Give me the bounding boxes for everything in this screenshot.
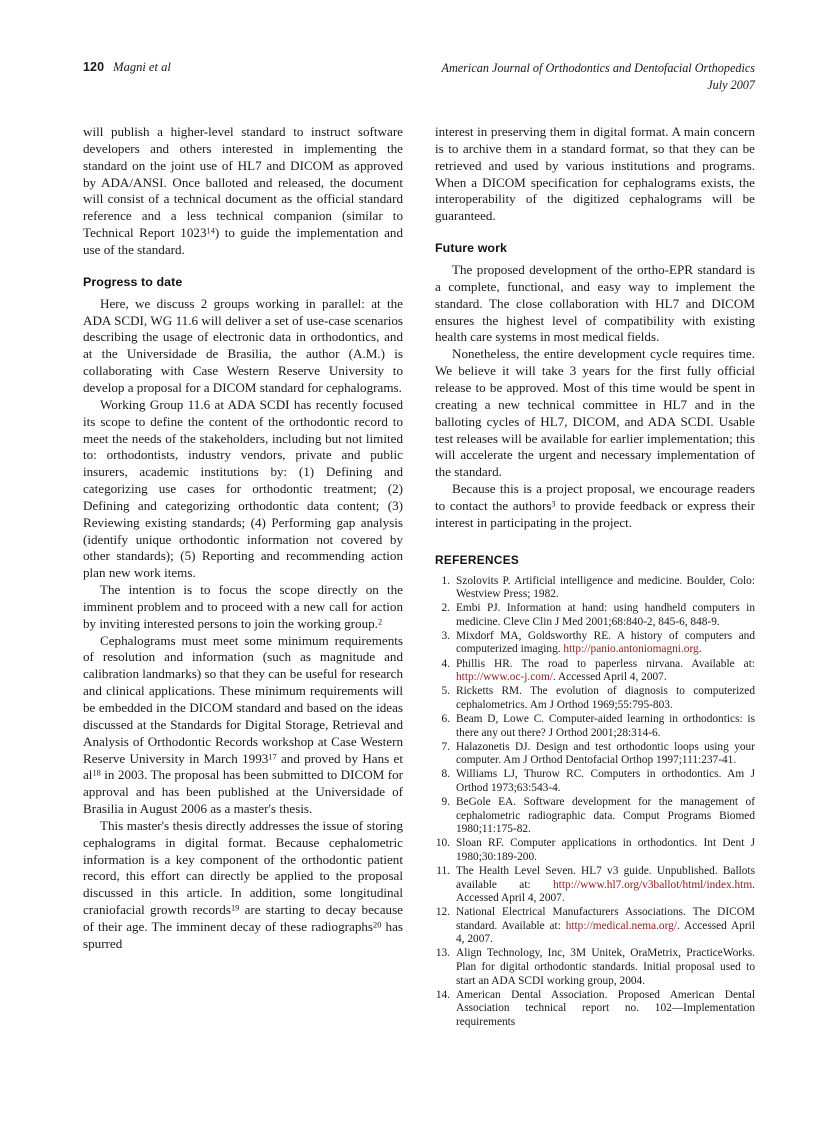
reference-text: Williams LJ, Thurow RC. Computers in orthodontics. Am J Orthod 1973;63:543-4. xyxy=(456,768,755,794)
reference-number: 9. xyxy=(441,796,450,809)
heading-future-work: Future work xyxy=(435,241,508,256)
reference-url-link[interactable]: http://medical.nema.org/ xyxy=(565,919,677,932)
reference-item xyxy=(435,796,755,837)
right-column xyxy=(435,124,755,1074)
paragraph-masters-thesis-b: are starting to decay because of their age. The imminent decay of these radiographs xyxy=(83,902,403,934)
paragraph-intention-text: The intention is to focus the scope directly on the imminent problem and to proceed with a new call for action by inviting interested persons to join the working group. xyxy=(83,582,403,631)
paragraph-here-we-discuss: Here, we discuss 2 groups working in parallel: at the ADA SCDI, WG 11.6 will deliver a set of use-case scenarios describing the usage of electronic data in orthodontics, and at the Universidade de Brasilia, the author (A.M.) is collaborating with Case Western Reserve University to develop a proposal for a DICOM standard for cephalograms. xyxy=(83,295,403,395)
reference-number: 14. xyxy=(435,988,450,1001)
reference-item xyxy=(435,602,755,629)
reference-number: 6. xyxy=(441,713,450,725)
reference-item xyxy=(435,713,755,740)
paragraph-cephalograms-c: in 2003. The proposal has been submitted to DICOM for approval and has been published at the Universidade of Brasilia in August 2006 as a master's thesis. xyxy=(83,767,403,817)
reference-text: Beam D, Lowe C. Computer-aided learning in orthodontics: is there any out there? J Orthod 2001;28:314-6. xyxy=(456,713,755,739)
reference-number: 7. xyxy=(441,740,450,753)
reference-text: The Health Level Seven. HL7 v3 guide. Unpublished. Ballots available at: xyxy=(456,864,755,891)
paragraph-proposed-development: The proposed development of the ortho-EPR standard is a complete, functional, and easy way to implement the standard. The close collaboration with HL7 and DICOM ensures the highest level of compatibility with existing health care systems in most medical fields. xyxy=(435,262,755,345)
reference-number: 11. xyxy=(436,864,450,877)
reference-url-link[interactable]: http://panio.antoniomagni.org xyxy=(563,643,699,656)
reference-number: 8. xyxy=(441,768,450,781)
reference-number: 3. xyxy=(441,629,450,642)
reference-text: American Dental Association. Proposed American Dental Association technical report no. 102—Implementation requirements xyxy=(456,988,755,1028)
running-head-right xyxy=(442,60,755,94)
heading-progress-to-date: Progress to date xyxy=(83,274,183,289)
paragraph-cephalograms-b: and proved by Hans et al xyxy=(83,750,404,783)
paragraph-working-group: Working Group 11.6 at ADA SCDI has recently focused its scope to define the content of the orthodontic record to meet the needs of the stakeholders, including but not limited to: orthodontists, industry vendors, private and public insurers, academic institutions by: (1) Defining and categorizing use cases for orthodontic treatment; (2) Defining and categorizing orthodontic data content; (3) Reviewing existing standards; (4) Performing gap analysis (identify unique orthodontic information not covered by other standards); (5) Reporting and recommending action plan new work items. xyxy=(83,396,403,581)
reference-number: 12. xyxy=(435,906,450,919)
citation-marker-14: 14 xyxy=(206,226,215,236)
paragraph-masters-thesis-a: This master's thesis directly addresses the issue of storing cephalograms in digital format. Because cephalometric information is a key component of the orthodontic patient record, this effort can directly be applied to the proposal discussed in this article. In addition, some longitudinal craniofacial growth records xyxy=(83,817,403,918)
reference-text-tail: . Accessed April 4, 2007. xyxy=(456,878,755,905)
reference-number: 1. xyxy=(441,574,450,587)
heading-references: REFERENCES xyxy=(435,552,520,567)
reference-number: 13. xyxy=(435,947,450,960)
reference-text: Ricketts RM. The evolution of diagnosis to computerized cephalometrics. Am J Orthod 1969;55:795-803. xyxy=(456,685,755,711)
reference-text: Align Technology, Inc, 3M Unitek, OraMetrix, PracticeWorks. Plan for digital orthodontic standards. Initial proposal used to start an ADA SCDI working group, 2004. xyxy=(456,947,755,987)
paragraph-cephalograms xyxy=(83,633,403,818)
issue-date: July 2007 xyxy=(707,77,755,92)
paragraph-interest-preserving: interest in preserving them in digital format. A main concern is to archive them in a standard format, so that they can be retrieved and used by various institutions and programs. When a DICOM specification for cephalograms exists, the interoperability of the digitized cephalograms will be guaranteed. xyxy=(435,124,755,224)
reference-text: Embi PJ. Information at hand: using handheld computers in medicine. Cleve Clin J Med 2001;68:840-2, 845-6, 848-9. xyxy=(456,602,755,628)
reference-item xyxy=(435,865,755,906)
reference-text: Sloan RF. Computer applications in orthodontics. Int Dent J 1980;30:189-200. xyxy=(456,837,755,863)
journal-title: American Journal of Orthodontics and Dentofacial Orthopedics xyxy=(441,61,755,75)
column-container xyxy=(83,124,755,1074)
reference-url-link[interactable]: http://www.oc-j.com/ xyxy=(456,671,553,684)
citation-marker-17: 17 xyxy=(268,752,277,762)
reference-item xyxy=(435,947,755,988)
reference-text-tail: . Accessed April 4, 2007. xyxy=(456,919,755,946)
paragraph-continued-tail: ) to guide the implementation and use of the standard. xyxy=(83,225,403,257)
reference-item xyxy=(435,906,755,947)
reference-item xyxy=(435,630,755,657)
paragraph-nonetheless: Nonetheless, the entire development cycle requires time. We believe it will take 3 years for the first fully official release to be approved. Most of this time would be spent in creating a new technical committee in HL7 and in the balloting cycles of HL7, DICOM, and ADA SCDI. Usable test releases will be available for earlier implementation; this will accelerate the urgent and necessary implementation of the standard. xyxy=(435,346,755,480)
running-head-left xyxy=(83,60,171,75)
citation-marker-2: 2 xyxy=(377,617,383,627)
paragraph-masters-thesis xyxy=(83,818,403,953)
reference-item xyxy=(435,575,755,602)
paragraph-continued xyxy=(83,124,403,259)
reference-item xyxy=(435,989,755,1030)
paragraph-because-b: to provide feedback or express their interest in participating in the project. xyxy=(435,497,755,530)
paragraph-masters-thesis-c: has spurred xyxy=(83,918,403,951)
reference-text: BeGole EA. Software development for the management of cephalometric radiographic data. Comput Programs Biomed 1980;11:175-82. xyxy=(456,796,755,836)
reference-item xyxy=(435,837,755,864)
running-head-authors: Magni et al xyxy=(113,60,171,74)
reference-text: Szolovits P. Artificial intelligence and medicine. Boulder, Colo: Westview Press; 1982. xyxy=(456,574,755,601)
reference-list xyxy=(435,575,755,1030)
citation-marker-19: 19 xyxy=(230,903,240,913)
reference-item xyxy=(435,658,755,685)
reference-text: Mixdorf MA, Goldsworthy RE. A history of computers and computerized imaging. xyxy=(456,629,755,656)
reference-url-link[interactable]: http://www.hl7.org/v3ballot/html/index.htm xyxy=(553,878,753,891)
reference-item xyxy=(435,768,755,795)
page-number: 120 xyxy=(83,60,105,74)
paragraph-cephalograms-a: Cephalograms must meet some minimum requirements of resolution and information (such as magnitude and calibration landmarks) so that they can be useful for research and clinical applications. These minimum requirements will be embedded in the DICOM standard and based on the ideas discussed at the Standards for Digital Storage, Retrieval and Analysis of Orthodontic Records workshop at Case Western Reserve University in March 1993 xyxy=(83,632,403,766)
reference-item xyxy=(435,741,755,768)
left-column xyxy=(83,124,403,1074)
reference-item xyxy=(435,685,755,712)
paragraph-intention xyxy=(83,582,403,633)
citation-marker-20: 20 xyxy=(373,920,382,930)
reference-text: Halazonetis DJ. Design and test orthodontic loops using your computer. Am J Orthod Dentofacial Orthop 1997;111:237-41. xyxy=(456,740,755,767)
reference-number: 10. xyxy=(435,837,450,850)
reference-text: Phillis HR. The road to paperless nirvana. Available at: xyxy=(456,657,755,670)
reference-number: 4. xyxy=(441,657,450,670)
running-head xyxy=(83,60,755,94)
reference-text-tail: . xyxy=(698,643,702,656)
citation-marker-18: 18 xyxy=(92,768,101,778)
paragraph-because-project-proposal xyxy=(435,481,755,532)
reference-number: 5. xyxy=(441,685,450,698)
reference-number: 2. xyxy=(441,602,450,615)
reference-text-tail: . Accessed April 4, 2007. xyxy=(552,671,667,684)
reference-text: National Electrical Manufacturers Associations. The DICOM standard. Available at: xyxy=(456,906,755,932)
paragraph-because-a: Because this is a project proposal, we encourage readers to contact the authors xyxy=(435,481,755,513)
paragraph-continued-text: will publish a higher-level standard to instruct software developers and others interested in implementing the standard on the joint use of HL7 and DICOM as approved by ADA/ANSI. Once balloted and released, the document will consist of a technical document as the official standard reference and a less technical companion (similar to Technical Report 1023 xyxy=(83,124,403,241)
citation-marker-3: 3 xyxy=(551,499,556,509)
